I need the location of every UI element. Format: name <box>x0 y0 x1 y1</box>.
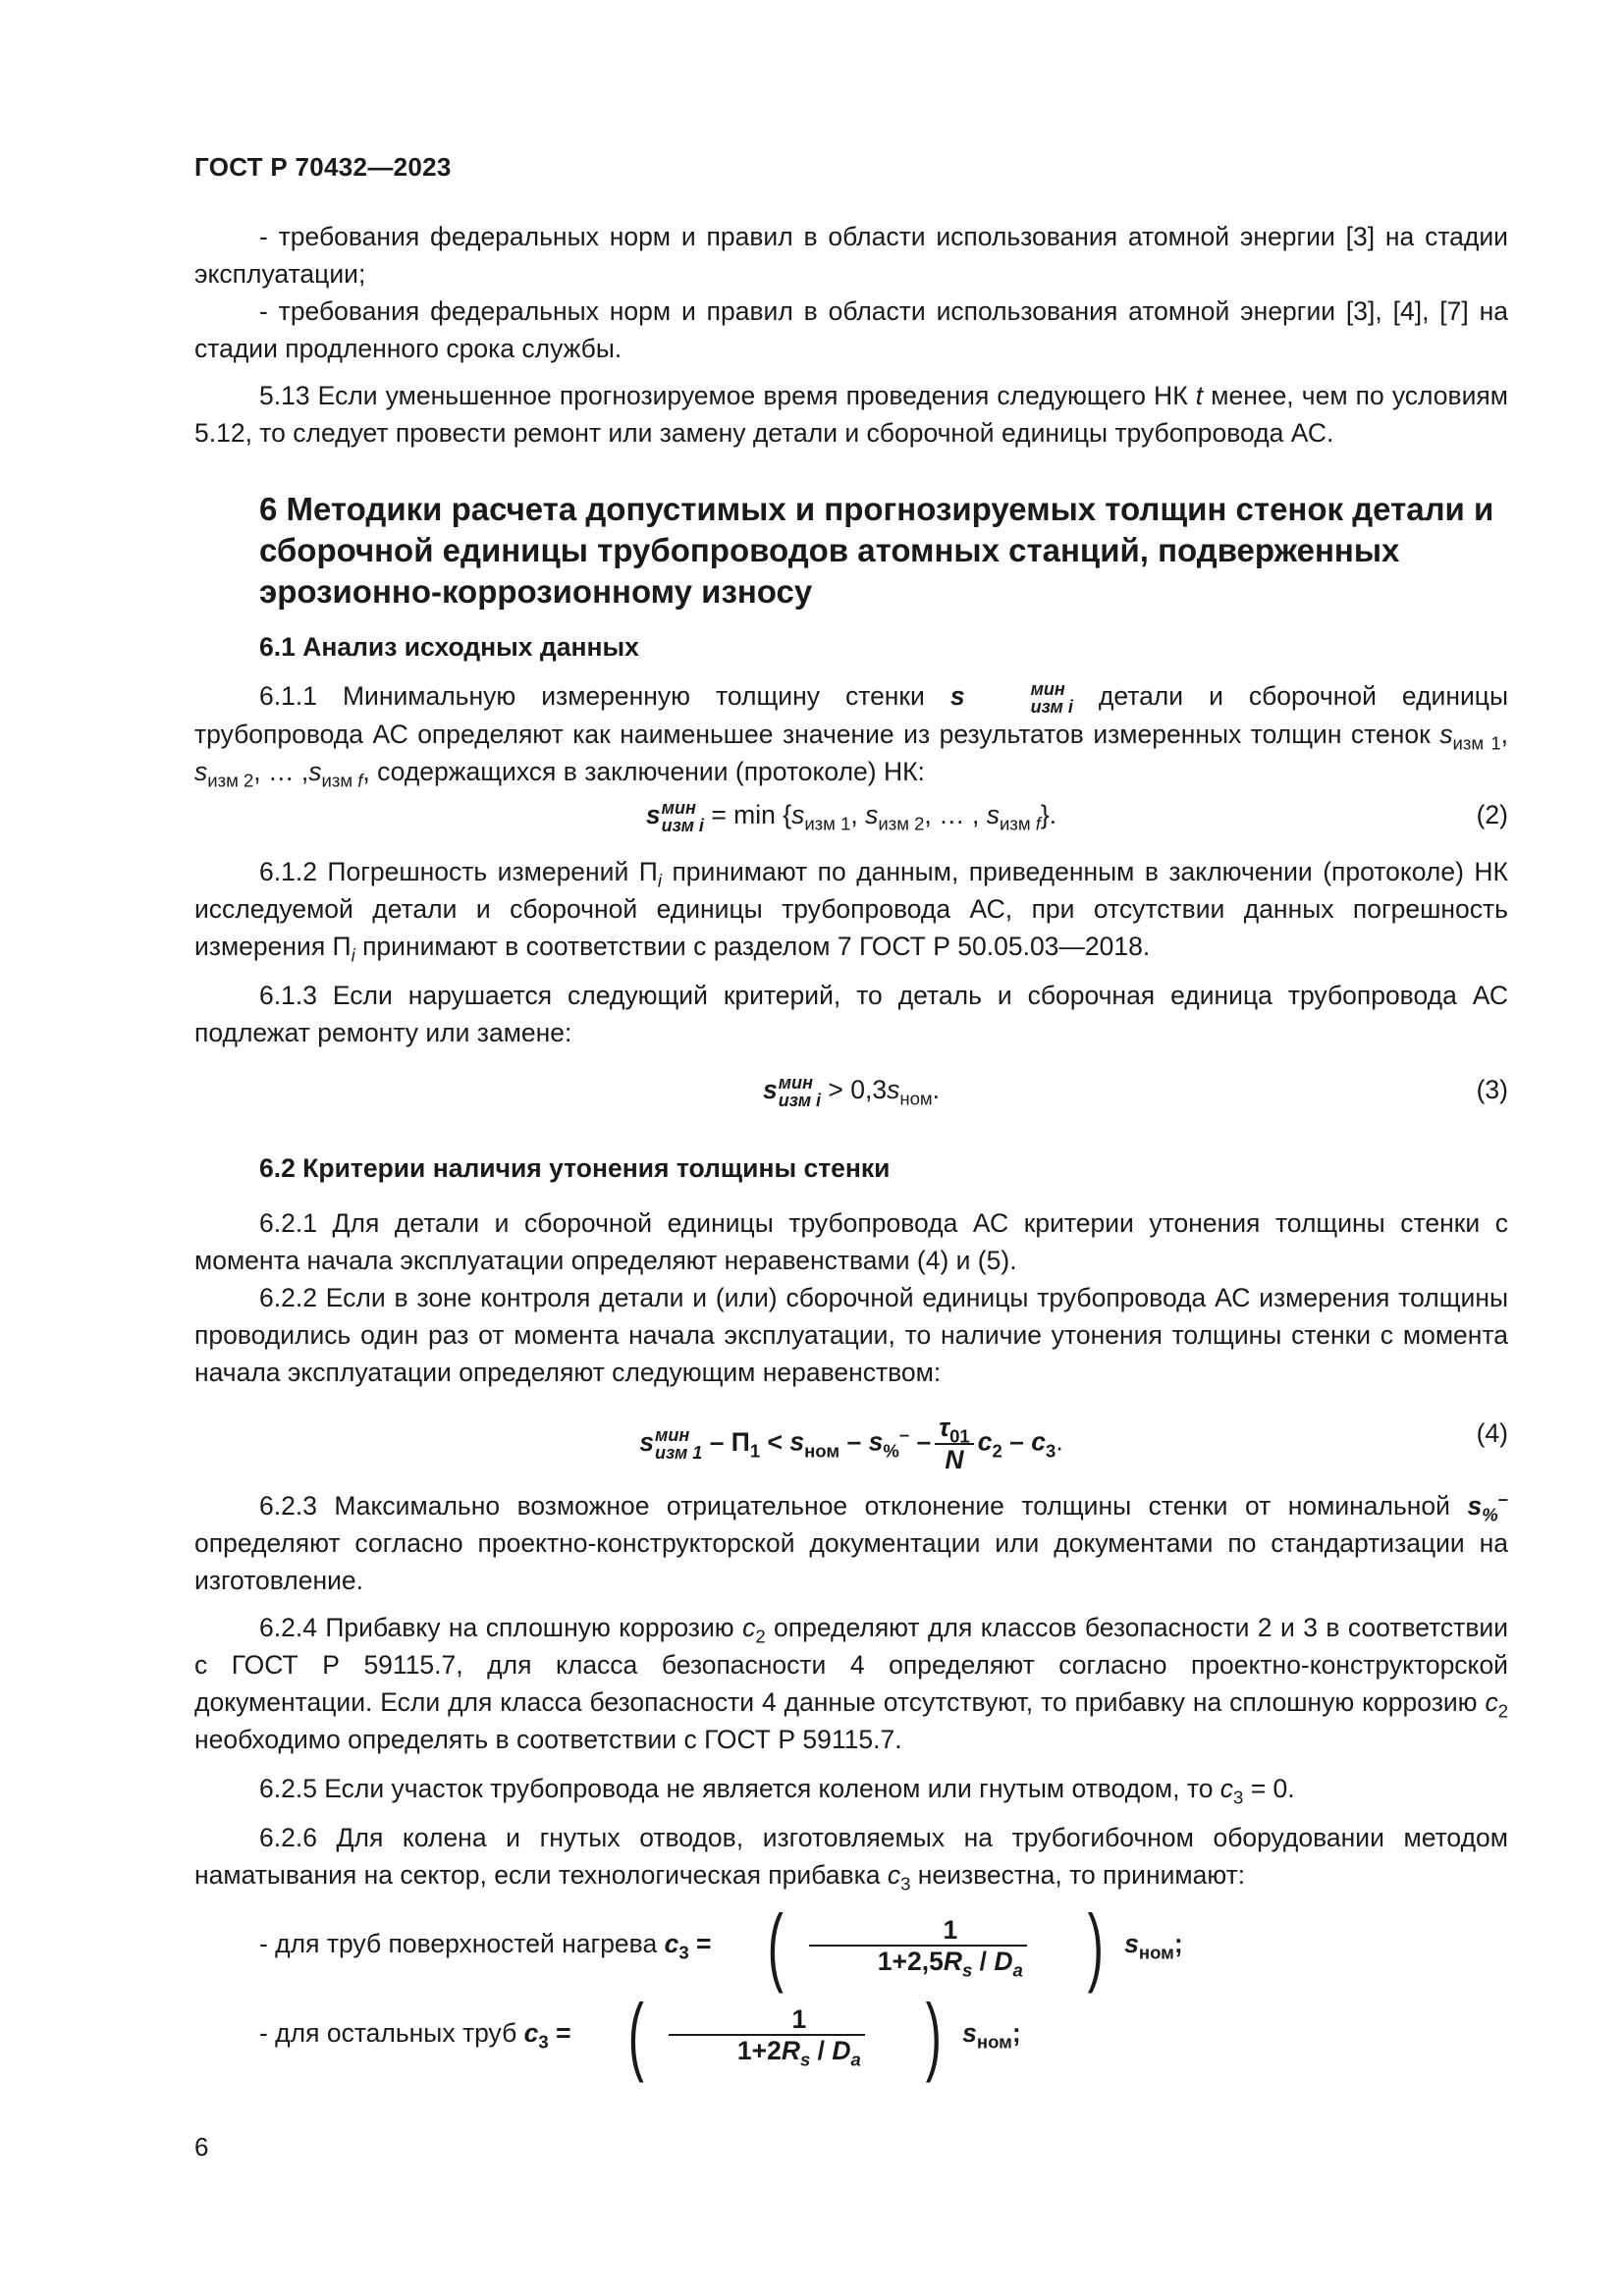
paragraph-6-2-3: 6.2.3 Максимально возможное отрицательное отклонение толщины стенки от номинальной $s_{\%}^-$ определяют согласно проектно-конструкторской документации или документами по стандартизации на изготовление. <box>194 1488 1508 1596</box>
paragraph-6-1-1: 6.1.1 Минимальную измеренную толщину стенки s мин изм i детали и сборочной единицы трубопровода АС определяют как наименьшее значение из результатов измеренных толщин стенок $s_{изм 1}$, $s_{изм 2}$, … $,s_{изм f}$, содержащихся в заключении (протоколе) НК: <box>194 678 1509 791</box>
paragraph-5-13: 5.13 Если уменьшенное прогнозируемое время проведения следующего НК t менее, чем по условиям 5.12, то следует провести ремонт или замену детали и сборочной единицы трубопровода АС. <box>194 381 1508 448</box>
subsection-6-2-title: 6.2 Критерии наличия утонения толщины стенки <box>259 1153 891 1184</box>
equation-3 <box>194 1065 1508 1124</box>
equation-2 <box>194 790 1508 843</box>
paragraph-6-1-2: 6.1.2 Погрешность измерений $П_i$ принимают по данным, приведенным в заключении (протоколе) НК исследуемой детали и сборочной единицы трубопровода АС, при отсутствии данных погрешность измерения $П_i$ принимают в соответствии с разделом 7 ГОСТ Р 50.05.03—2018. <box>194 857 1508 966</box>
equation-2-number: (2) <box>1476 800 1508 830</box>
equation-4-expression: s мин изм 1 – $П_1 < s_{ном} - s_{\%}^-$ – $\frac{\tau_{01}}{N}$ $c_2 - c_3$. <box>639 1413 1063 1474</box>
document-header: ГОСТ Р 70432—2023 <box>194 152 452 182</box>
section-6-title: 6 Методики расчета допустимых и прогнозируемых толщин стенок детали и сборочной единицы трубопроводов атомных станций, подверженных эрозионно-коррозионному износу <box>259 491 1494 610</box>
formula-other-tubes: - для остальных труб $c_3$ = ( $\frac{1}{1+2R_s / D_a}$ ) $s_{ном}$; <box>259 1986 1021 2084</box>
requirement-item-operation: - требования федеральных норм и правил в области использования атомной энергии [3] на стадии эксплуатации; <box>194 222 1508 289</box>
equation-2-expression: s мин изм i = $\min \{s_{изм 1}$, $s_{изм 2}$, … , $s_{изм f}$}. <box>645 798 1057 836</box>
paragraph-6-2-6: 6.2.6 Для колена и гнутых отводов, изготовляемых на трубогибочном оборудовании методом наматывания на сектор, если технологическая прибавка $c_3$ неизвестна, то принимают: <box>194 1823 1508 1895</box>
paragraph-6-2-4: 6.2.4 Прибавку на сплошную коррозию $c_2$ определяют для классов безопасности 2 и 3 в соответствии с ГОСТ Р 59115.7, для класса безопасности 4 определяют согласно проектно-конструкторской документации. Если для класса безопасности 4 данные отсутствуют, то прибавку на сплошную коррозию $c_2$ необходимо определять в соответствии с ГОСТ Р 59115.7. <box>194 1613 1508 1755</box>
equation-4-number: (4) <box>1476 1418 1508 1449</box>
subsection-6-1-title: 6.1 Анализ исходных данных <box>259 632 639 662</box>
page-content <box>194 218 1509 2084</box>
paragraph-6-1-3: 6.1.3 Если нарушается следующий критерий, то деталь и сборочная единица трубопровода АС подлежат ремонту или замене: <box>194 981 1508 1048</box>
requirement-item-extended-life: - требования федеральных норм и правил в области использования атомной энергии [3], [4], [7] на стадии продленного срока службы. <box>194 296 1508 363</box>
paragraph-6-2-1: 6.2.1 Для детали и сборочной единицы трубопровода АС критерии утонения толщины стенки с момента начала эксплуатации определяют неравенствами (4) и (5). <box>194 1208 1508 1276</box>
paragraph-6-2-2: 6.2.2 Если в зоне контроля детали и (или) сборочной единицы трубопровода АС измерения толщины проводились один раз от момента начала эксплуатации, то наличие утонения толщины стенки с момента начала эксплуатации определяют следующим неравенством: <box>194 1283 1508 1388</box>
equation-4 <box>194 1401 1508 1477</box>
paragraph-6-2-5: 6.2.5 Если участок трубопровода не является коленом или гнутым отводом, то $c_3 = 0$. <box>259 1774 1295 1808</box>
page-number: 6 <box>194 2132 209 2162</box>
equation-3-expression: s мин изм i > $0,3s_{ном}$. <box>762 1073 940 1111</box>
equation-3-number: (3) <box>1476 1075 1508 1105</box>
formula-heating-tubes: - для труб поверхностей нагрева $c_3$ = ( $\frac{1}{1+2,5R_s / D_a}$ ) $s_{ном}$; <box>259 1896 1183 1995</box>
